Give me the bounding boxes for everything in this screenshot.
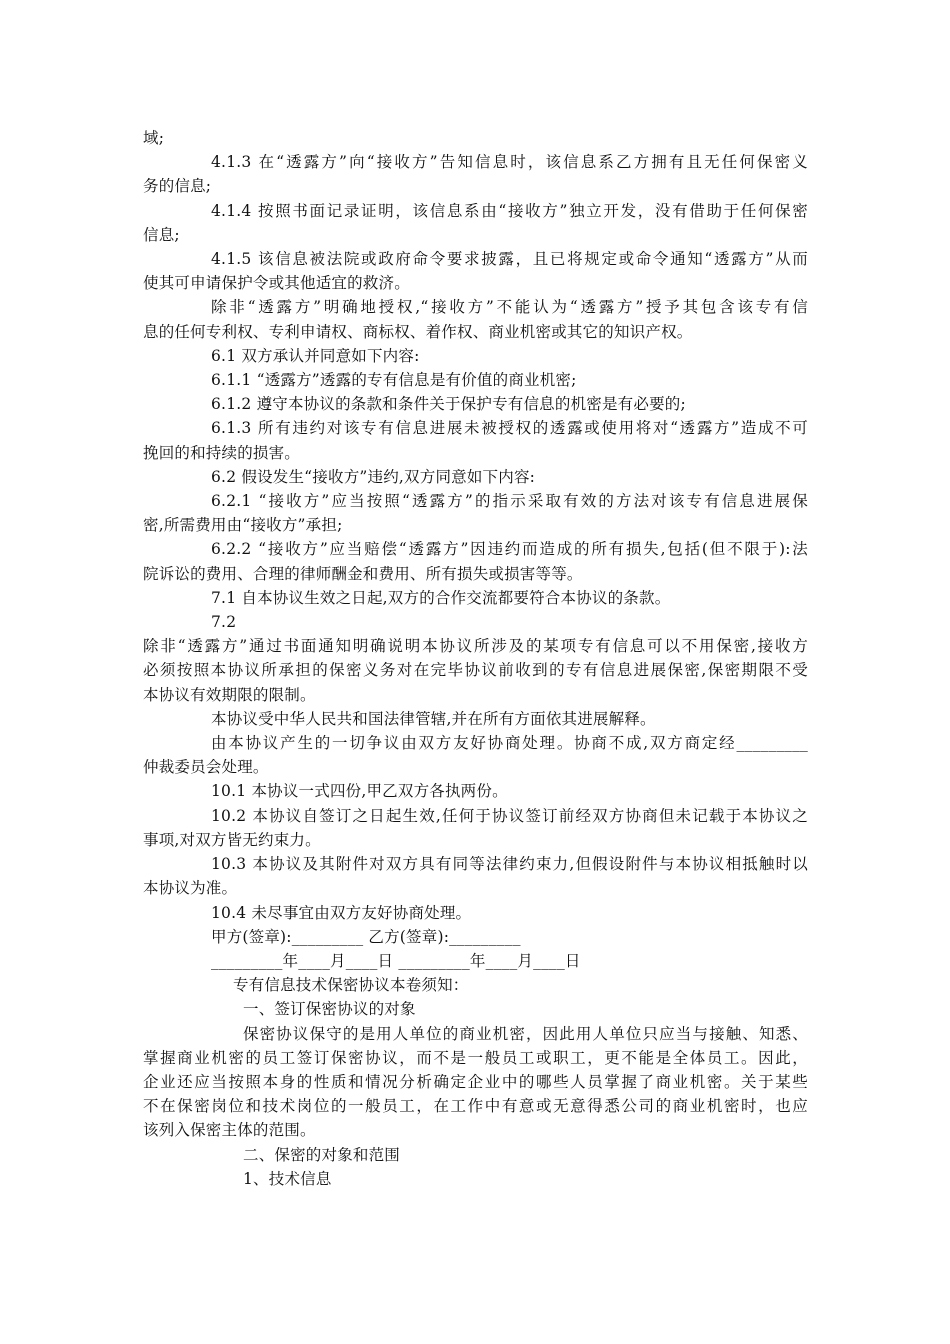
text-line: 仲裁委员会处理。 xyxy=(143,758,269,777)
text-line: 10.3 本协议及其附件对双方具有同等法律约束力,但假设附件与本协议相抵触时以 xyxy=(211,855,808,874)
text-line: 10.2 本协议自签订之日起生效,任何于协议签订前经双方协商但未记载于本协议之 xyxy=(211,806,808,825)
text-line: 本协议有效期限的限制。 xyxy=(143,685,316,704)
text-line: 域; xyxy=(143,129,165,147)
section-heading: 专有信息技术保密协议本卷须知： xyxy=(233,976,469,995)
text-line: 7.2 xyxy=(211,613,237,632)
text-line: 本协议受中华人民共和国法律管辖,并在所有方面依其进展解释。 xyxy=(211,709,656,728)
text-line: 6.1.3 所有违约对该专有信息进展未被授权的透露或使用将对“透露方”造成不可 xyxy=(211,419,808,438)
text-line: 密,所需费用由“接收方”承担; xyxy=(143,516,343,535)
text-line: 本协议为准。 xyxy=(143,879,238,898)
text-line: 不在保密岗位和技术岗位的一般员工，在工作中有意或无意得悉公司的商业机密时，也应 xyxy=(143,1097,808,1116)
text-line: 6.1.2 遵守本协议的条款和条件关于保护专有信息的机密是有必要的; xyxy=(211,395,686,414)
text-line: 使其可申请保护令或其他适宜的救济。 xyxy=(143,274,410,293)
text-line: 院诉讼的费用、合理的律师酬金和费用、所有损失或损害等等。 xyxy=(143,564,583,583)
text-line: 必须按照本协议所承担的保密义务对在完毕协议前收到的专有信息进展保密,保密期限不受 xyxy=(143,661,808,680)
text-line: 10.4 未尽事宜由双方友好协商处理。 xyxy=(211,903,472,922)
text-line: 7.1 自本协议生效之日起,双方的合作交流都要符合本协议的条款。 xyxy=(211,588,671,607)
text-line: 信息; xyxy=(143,225,180,244)
text-line: 由本协议产生的一切争议由双方友好协商处理。协商不成,双方商定经_________ xyxy=(211,734,808,753)
date-line: _________年____月____日 _________年____月____日 xyxy=(211,951,581,970)
text-line: 4.1.5 该信息被法院或政府命令要求披露，且已将规定或命令通知“透露方”从而 xyxy=(211,250,808,269)
section-heading: 二、保密的对象和范围 xyxy=(243,1145,401,1164)
text-line: 6.2.1 “接收方”应当按照“透露方”的指示采取有效的方法对该专有信息进展保 xyxy=(211,492,808,511)
text-line: 保密协议保守的是用人单位的商业机密，因此用人单位只应当与接触、知悉、 xyxy=(243,1024,808,1043)
text-line: 息的任何专利权、专利申请权、商标权、着作权、商业机密或其它的知识产权。 xyxy=(143,322,693,341)
text-line: 挽回的和持续的损害。 xyxy=(143,443,301,462)
text-line: 4.1.3 在“透露方”向“接收方”告知信息时，该信息系乙方拥有且无任何保密义 xyxy=(211,153,808,172)
text-line: 企业还应当按照本身的性质和情况分析确定企业中的哪些人员掌握了商业机密。关于某些 xyxy=(143,1072,808,1091)
document-body xyxy=(143,126,808,1191)
text-line: 4.1.4 按照书面记录证明，该信息系由“接收方”独立开发，没有借助于任何保密 xyxy=(211,201,808,220)
text-line: 6.1.1 “透露方”透露的专有信息是有价值的商业机密; xyxy=(211,371,577,390)
section-heading: 一、签订保密协议的对象 xyxy=(243,1000,416,1019)
text-line: 该列入保密主体的范围。 xyxy=(143,1121,316,1140)
text-line: 事项,对双方皆无约束力。 xyxy=(143,830,321,849)
text-line: 务的信息; xyxy=(143,177,212,196)
signature-line: 甲方(签章):_________ 乙方(签章):_________ xyxy=(211,927,521,946)
text-line: 除非“透露方”明确地授权,“接收方”不能认为“透露方”授予其包含该专有信 xyxy=(211,298,808,317)
text-line: 6.2 假设发生“接收方”违约,双方同意如下内容: xyxy=(211,467,536,486)
text-line: 6.2.2 “接收方”应当赔偿“透露方”因违约而造成的所有损失,包括(但不限于):法 xyxy=(211,540,808,559)
section-heading: 1、技术信息 xyxy=(243,1169,332,1188)
text-line: 掌握商业机密的员工签订保密协议，而不是一般员工或职工，更不能是全体员工。因此， xyxy=(143,1048,808,1067)
text-line: 6.1 双方承认并同意如下内容: xyxy=(211,346,420,365)
text-line: 除非“透露方”通过书面通知明确说明本协议所涉及的某项专有信息可以不用保密,接收方 xyxy=(143,637,808,656)
text-line: 10.1 本协议一式四份,甲乙双方各执两份。 xyxy=(211,782,508,801)
